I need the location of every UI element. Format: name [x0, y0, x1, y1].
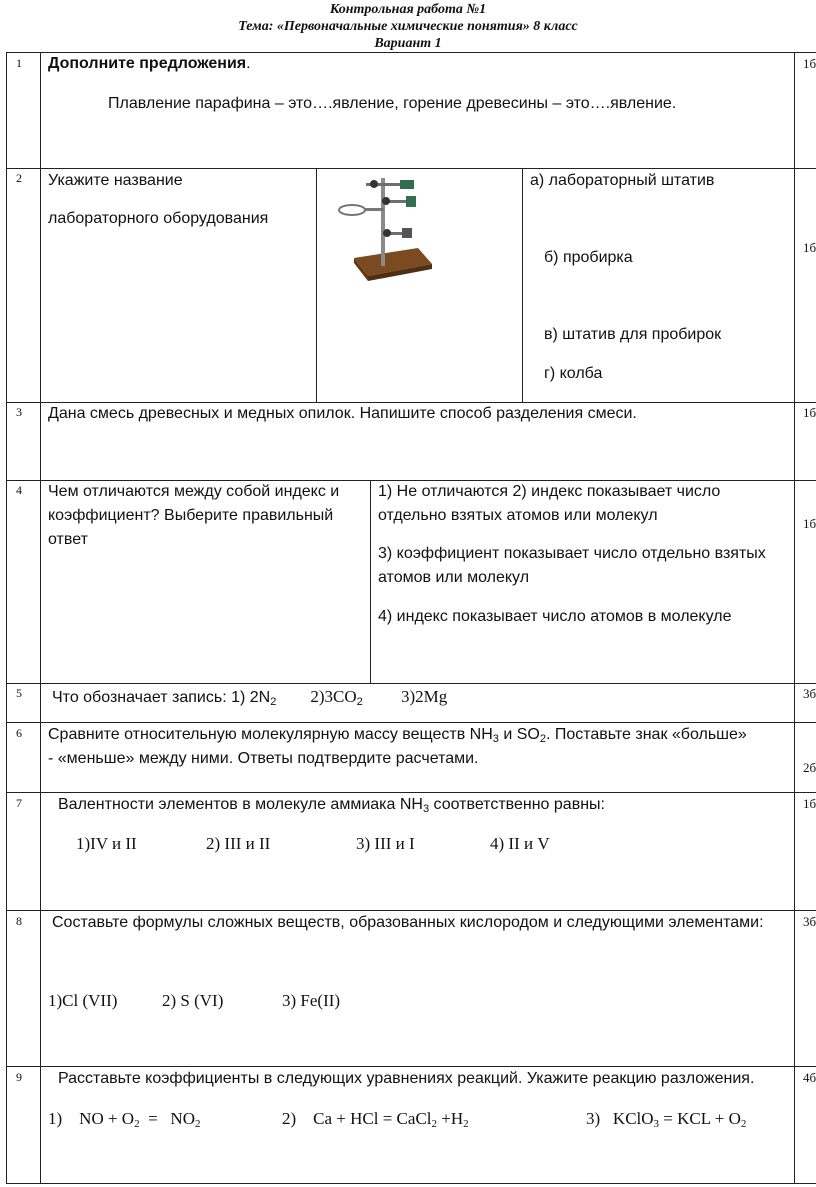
task-5-text: Что обозначает запись: 1) $2N_2$ $2)3CO_2$ 3)2Mg [52, 687, 448, 708]
task-8-text: Составьте формулы сложных веществ, образованных кислородом и следующими элементами: [52, 914, 764, 931]
task-number-4: 4 [16, 483, 22, 497]
task-1-points: 1б [803, 56, 816, 71]
task-7-text: Валентности элементов в молекуле аммиака $NH_3$ соответственно равны: [58, 796, 605, 815]
task-8-option-2: 2) S (VI) [162, 991, 224, 1010]
task-4-points: 1б [803, 516, 816, 531]
task-2-line-1: Укажите название [48, 172, 183, 189]
task-5-points: 3б [803, 686, 816, 701]
task-7-points: 1б [803, 796, 816, 811]
task-2-option-c: в) штатив для пробирок [544, 326, 722, 343]
task-6-points: 2б [803, 760, 816, 775]
task-4-question-line-1: Чем отличаются между собой индекс и [48, 483, 340, 500]
task-6-line-2: - «меньше» между ними. Ответы подтвердите расчетами. [48, 750, 479, 767]
task-2-option-d: г) колба [544, 365, 603, 382]
task-4-answer-line-4: атомов или молекул [378, 569, 530, 586]
task-7-option-3: 3) III и I [356, 834, 415, 853]
task-8-points: 3б [803, 914, 816, 929]
task-9-equation-2: 2) Ca + HCl = CaCl$_2$ $+H_2$ [282, 1109, 469, 1130]
task-4-answer-line-1: 1) Не отличаются 2) индекс показывает число [378, 483, 721, 500]
task-3-points: 1б [803, 405, 816, 420]
task-2-option-a: а) лабораторный штатив [530, 172, 715, 189]
task-6-line-1: Сравните относительную молекулярную массу веществ $NH_3$ и $SO_2$. Поставьте знак «больше» [48, 726, 747, 745]
task-3-text: Дана смесь древесных и медных опилок. Напишите способ разделения смеси. [48, 405, 637, 422]
task-number-2: 2 [16, 171, 22, 185]
task-1-text: Плавление парафина – это….явление, горение древесины – это….явление. [108, 95, 677, 112]
task-1-title: Дополните предложения. [48, 55, 251, 72]
task-9-points: 4б [803, 1070, 816, 1085]
task-8-option-1: 1)Cl (VII) [48, 991, 118, 1010]
task-number-9: 9 [16, 1070, 22, 1084]
task-9-text: Расставьте коэффициенты в следующих уравнениях реакций. Укажите реакцию разложения. [58, 1070, 755, 1087]
task-2-line-2: лабораторного оборудования [48, 210, 269, 227]
task-4-question-line-2: коэффициент? Выберите правильный [48, 507, 334, 524]
task-7-option-1: 1)IV и II [76, 834, 137, 853]
task-4-answer-line-3: 3) коэффициент показывает число отдельно взятых [378, 545, 766, 562]
task-4-answer-line-5: 4) индекс показывает число атомов в молекуле [378, 608, 732, 625]
lab-stand-image [326, 172, 442, 284]
task-2-option-b: б) пробирка [544, 249, 633, 266]
task-8-option-3: 3) Fe(II) [282, 991, 341, 1010]
task-7-option-2: 2) III и II [206, 834, 271, 853]
task-7-option-4: 4) II и V [490, 834, 550, 853]
task-9-equation-3: 3) KClO$_3$ = KCL + $O_2$ [586, 1109, 747, 1130]
task-9-equation-1: 1) NO + $O_2 = NO_2$ [48, 1109, 201, 1130]
task-4-answer-line-2: отдельно взятых атомов или молекул [378, 507, 658, 524]
task-2-points: 1б [803, 240, 816, 255]
task-number-6: 6 [16, 726, 22, 740]
task-number-1: 1 [16, 56, 22, 70]
task-number-3: 3 [16, 405, 22, 419]
task-4-question-line-3: ответ [48, 531, 88, 548]
task-number-7: 7 [16, 796, 22, 810]
page-title: Контрольная работа №1 [329, 2, 487, 17]
task-number-5: 5 [16, 686, 22, 700]
task-number-8: 8 [16, 914, 22, 928]
page-variant: Вариант 1 [374, 36, 442, 51]
page-topic: Тема: «Первоначальные химические понятия» 8 класс [238, 19, 578, 34]
